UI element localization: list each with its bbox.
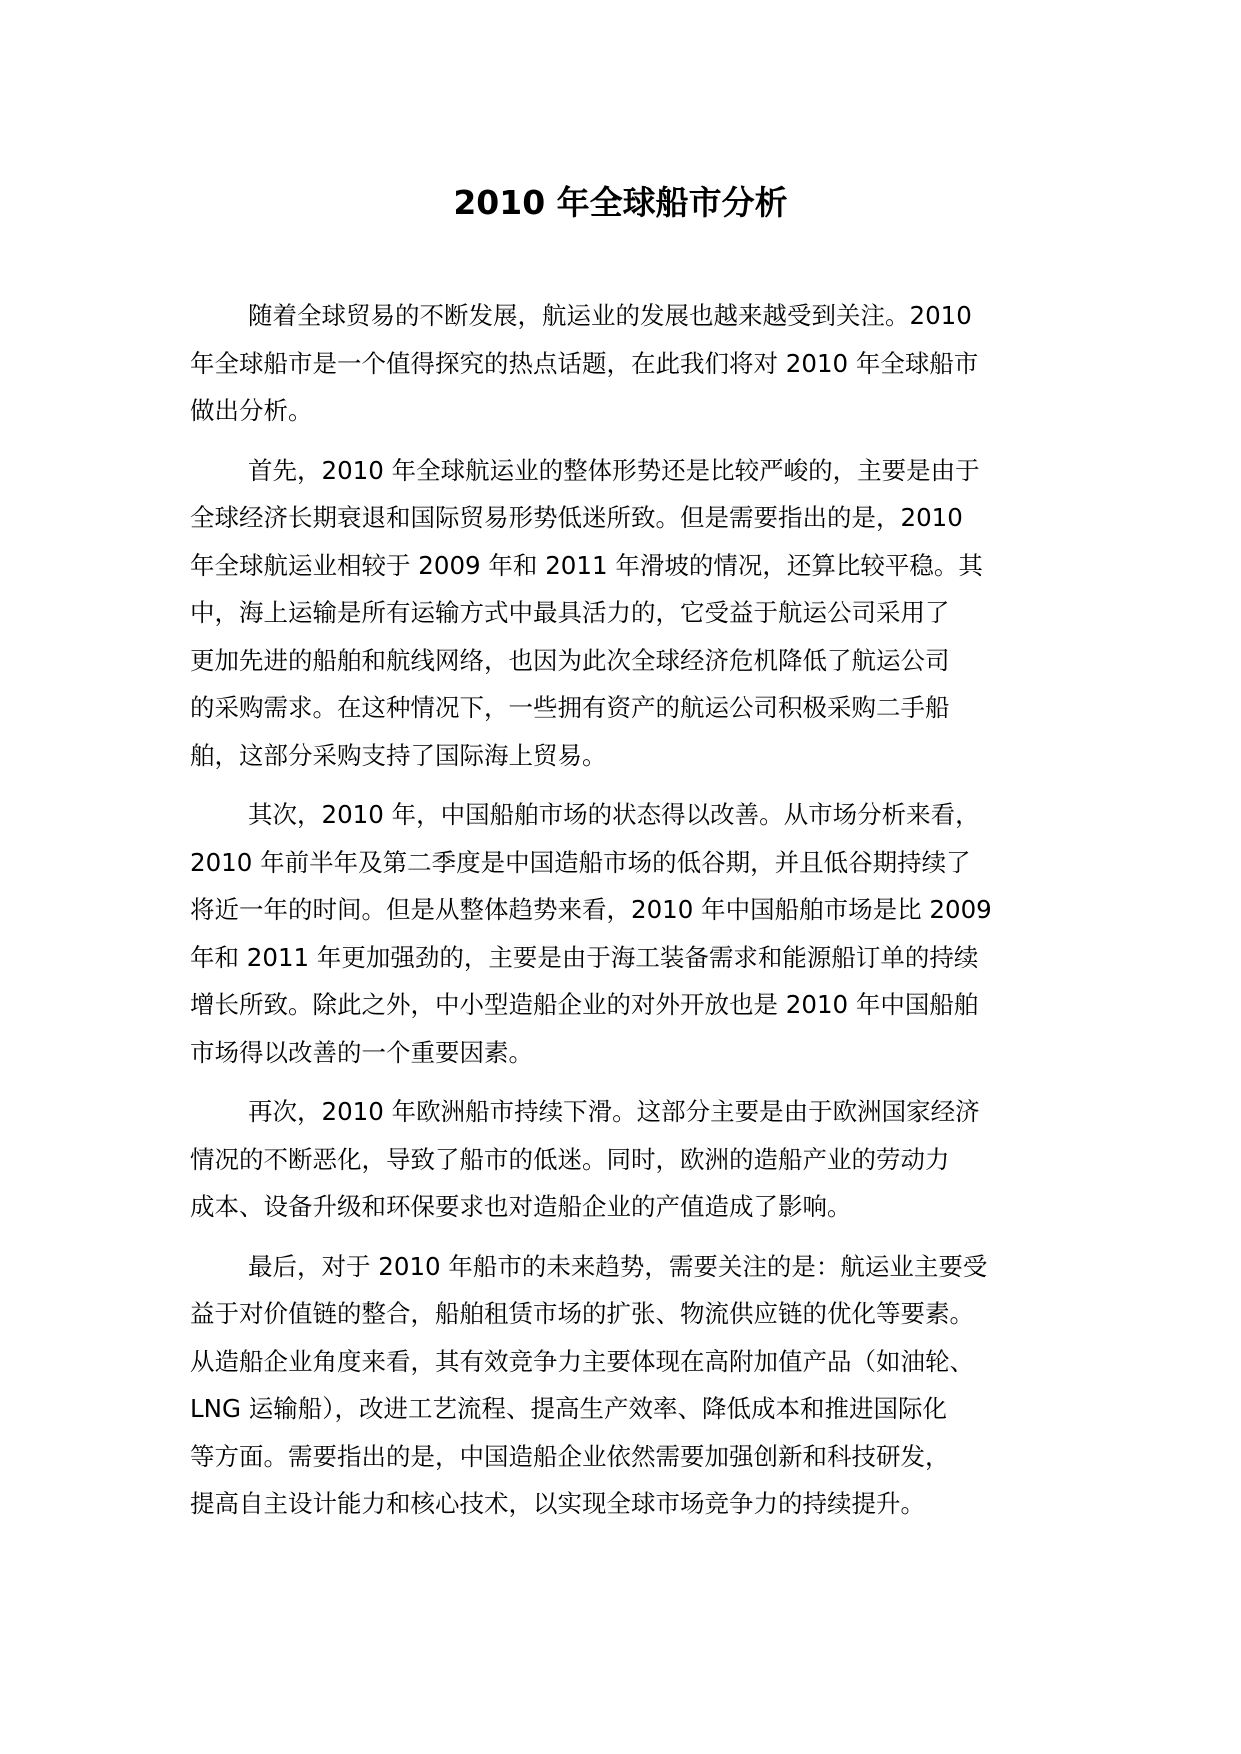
- paragraph-line: 舶，这部分采购支持了国际海上贸易。: [190, 740, 607, 770]
- paragraph-line: 提高自主设计能力和核心技术，以实现全球市场竞争力的持续提升。: [190, 1489, 925, 1518]
- paragraph-line: 年全球航运业相较于 2009 年和 2011 年滑坡的情况，还算比较平稳。其: [190, 550, 983, 580]
- paragraph-line: 市场得以改善的一个重要因素。: [190, 1037, 533, 1067]
- paragraph-line: 将近一年的时间。但是从整体趋势来看，2010 年中国船舶市场是比 2009: [190, 895, 992, 924]
- paragraph-line: 情况的不断恶化，导致了船市的低迷。同时，欧洲的造船产业的劳动力: [190, 1144, 950, 1174]
- paragraph-line: LNG 运输船），改进工艺流程、提高生产效率、降低成本和推进国际化: [190, 1394, 947, 1423]
- paragraph: [190, 1088, 1050, 1231]
- paragraph-line: 益于对价值链的整合，船舶租赁市场的扩张、物流供应链的优化等要素。: [190, 1299, 974, 1328]
- document-title: 2010 年全球船市分析: [453, 183, 788, 222]
- paragraph-line: 年和 2011 年更加强劲的，主要是由于海工装备需求和能源船订单的持续: [190, 942, 979, 972]
- paragraph-line: 随着全球贸易的不断发展，航运业的发展也越来越受到关注。2010: [248, 301, 972, 330]
- paragraph: [190, 791, 1050, 1076]
- paragraph-line: 最后，对于 2010 年船市的未来趋势，需要关注的是：航运业主要受: [248, 1251, 988, 1281]
- paragraph-line: 的采购需求。在这种情况下，一些拥有资产的航运公司积极采购二手船: [190, 693, 950, 722]
- paragraph-line: 全球经济长期衰退和国际贸易形势低迷所致。但是需要指出的是，2010: [190, 503, 963, 532]
- paragraph-line: 首先，2010 年全球航运业的整体形势还是比较严峻的，主要是由于: [248, 455, 980, 485]
- paragraph: [190, 292, 1050, 435]
- paragraph-line: 其次，2010 年，中国船舶市场的状态得以改善。从市场分析来看，: [248, 800, 980, 829]
- paragraph: [190, 447, 1050, 780]
- paragraph-line: 中，海上运输是所有运输方式中最具活力的，它受益于航运公司采用了: [190, 598, 950, 627]
- paragraph-line: 等方面。需要指出的是，中国造船企业依然需要加强创新和科技研发，: [190, 1441, 950, 1471]
- paragraph-line: 增长所致。除此之外，中小型造船企业的对外开放也是 2010 年中国船舶: [190, 990, 979, 1019]
- paragraph-line: 年全球船市是一个值得探究的热点话题，在此我们将对 2010 年全球船市: [190, 348, 979, 378]
- document-body: [190, 292, 1050, 1540]
- paragraph-line: 做出分析。: [190, 396, 313, 425]
- paragraph-line: 更加先进的船舶和航线网络，也因为此次全球经济危机降低了航运公司: [190, 645, 950, 675]
- paragraph-line: 2010 年前半年及第二季度是中国造船市场的低谷期，并且低谷期持续了: [190, 847, 971, 877]
- paragraph-line: 从造船企业角度来看，其有效竞争力主要体现在高附加值产品（如油轮、: [190, 1346, 974, 1376]
- paragraph: [190, 1243, 1050, 1528]
- paragraph-line: 成本、设备升级和环保要求也对造船企业的产值造成了影响。: [190, 1192, 852, 1221]
- paragraph-line: 再次，2010 年欧洲船市持续下滑。这部分主要是由于欧洲国家经济: [248, 1097, 980, 1126]
